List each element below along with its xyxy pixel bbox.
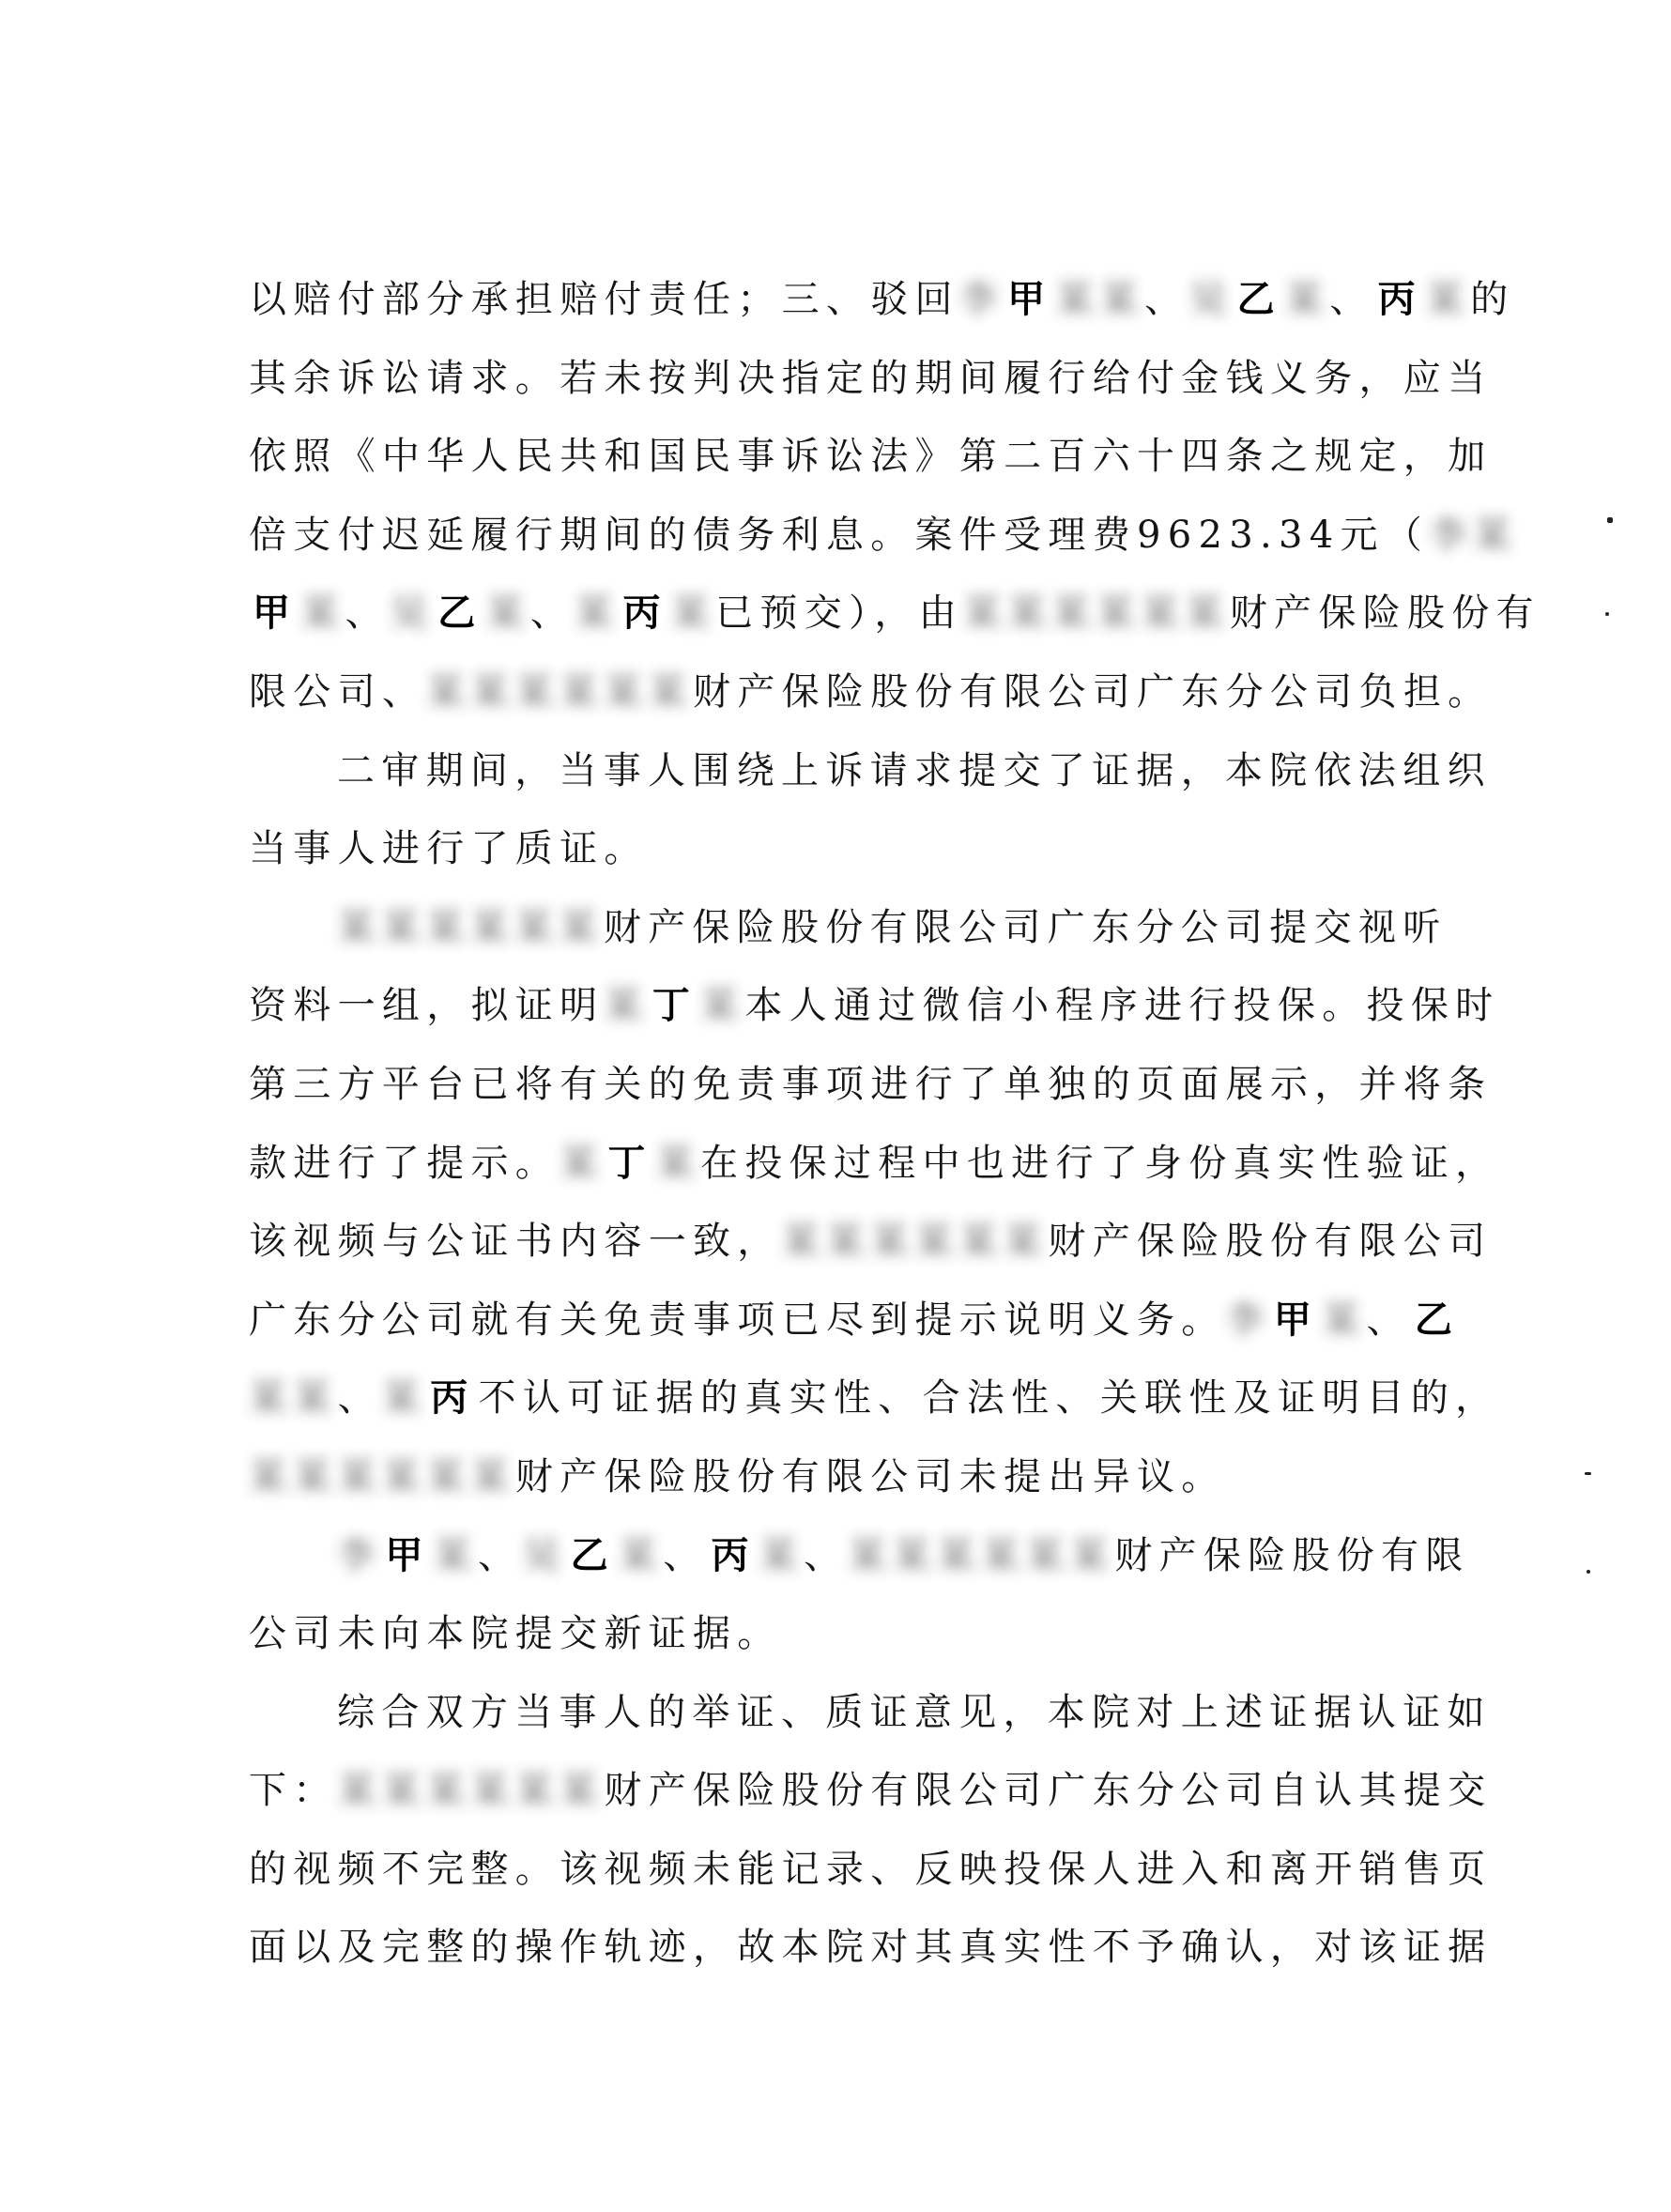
text-segment: 二审期间，当事人围绕上诉请求提交了证据，本院依法组织 xyxy=(337,748,1492,792)
party-placeholder: 乙 xyxy=(437,591,483,636)
text-line xyxy=(249,497,1518,576)
redacted-text: 某 xyxy=(618,1533,664,1577)
text-segment: 资料一组，拟证明 xyxy=(249,984,605,1028)
party-placeholder: 乙 xyxy=(1236,278,1281,321)
text-line xyxy=(249,732,1492,811)
text-segment: 面以及完整的操作轨迹，故本院对其真实性不予确认，对该证据 xyxy=(249,1926,1493,1970)
text-segment: 的视频不完整。该视频未能记录、反映投保人进入和离开销售页 xyxy=(249,1847,1493,1891)
party-placeholder: 甲 xyxy=(385,1533,430,1577)
text-segment: 、 xyxy=(1366,1298,1411,1342)
text-segment: 财产保险股份有 xyxy=(1229,591,1541,636)
text-segment: 财产保险股份有限公司 xyxy=(1048,1220,1493,1264)
redacted-text: 某 xyxy=(604,984,649,1028)
text-segment: 、 xyxy=(337,1376,382,1421)
text-segment: 以赔付部分承担赔付责任；三、驳回 xyxy=(249,278,959,321)
redacted-text: 某 xyxy=(1425,278,1471,321)
text-segment: 本人通过微信小程序进行投保。投保时 xyxy=(744,984,1500,1028)
text-line xyxy=(249,1359,1500,1438)
text-segment: 依照《中华人民共和国民事诉讼法》第二百六十四条之规定，加 xyxy=(249,435,1493,479)
text-segment: 财产保险股份有限 xyxy=(1114,1533,1470,1577)
text-segment: 公司未向本院提交新证据。 xyxy=(249,1612,782,1656)
redacted-text: 某 xyxy=(300,591,345,636)
text-segment: 财产保险股份有限公司未提出异议。 xyxy=(514,1454,1226,1498)
text-line xyxy=(249,1752,1493,1831)
redacted-text: 某某某某某某 xyxy=(848,1533,1115,1577)
redacted-text: 某 xyxy=(560,1141,605,1185)
text-segment: 第三方平台已将有关的免责事项进行了单独的页面展示，并将条 xyxy=(249,1062,1493,1106)
party-placeholder: 丙 xyxy=(430,1376,475,1421)
text-line xyxy=(249,1517,1469,1596)
text-segment: 下： xyxy=(249,1769,338,1813)
text-segment: 该视频与公证书内容一致， xyxy=(249,1220,782,1264)
redacted-text: 某 xyxy=(381,1376,427,1421)
text-line xyxy=(249,340,1493,419)
text-line xyxy=(249,1438,1469,1517)
text-segment: 广东分公司就有关免责事项已尽到提示说明义务。 xyxy=(249,1298,1226,1342)
party-placeholder: 丁 xyxy=(652,984,698,1028)
text-segment: 、 xyxy=(1144,278,1189,321)
text-line xyxy=(249,261,1515,340)
text-segment: 、 xyxy=(477,1533,523,1577)
text-segment: 、 xyxy=(1329,278,1374,321)
text-line xyxy=(249,575,1541,653)
redacted-text: 李 xyxy=(337,1533,382,1577)
scan-mark xyxy=(1587,1570,1590,1574)
text-segment: 不认可证据的真实性、合法性、关联性及证明目的， xyxy=(478,1376,1500,1421)
text-line xyxy=(249,967,1500,1046)
redacted-text: 某某某某某某 xyxy=(337,905,604,949)
text-segment: 当事人进行了质证。 xyxy=(249,827,649,871)
redacted-text: 某某某某某某 xyxy=(337,1769,605,1813)
party-placeholder: 丙 xyxy=(1377,278,1422,321)
text-segment: 、 xyxy=(804,1533,849,1577)
text-segment: 已预交），由 xyxy=(715,591,963,636)
redacted-text: 某 xyxy=(575,591,620,636)
party-placeholder: 甲 xyxy=(1007,278,1052,321)
text-line xyxy=(249,418,1493,497)
scan-mark xyxy=(1605,612,1609,616)
text-line xyxy=(249,889,1469,968)
party-placeholder: 丁 xyxy=(607,1141,652,1185)
redacted-text: 某 xyxy=(485,591,530,636)
redacted-text: 某 xyxy=(1284,278,1330,321)
text-line xyxy=(249,653,1493,732)
text-line xyxy=(249,1203,1493,1282)
text-segment: 的 xyxy=(1470,278,1515,321)
party-placeholder: 丙 xyxy=(622,591,667,636)
party-placeholder: 丙 xyxy=(711,1533,756,1577)
scan-mark xyxy=(1607,517,1613,523)
document-body xyxy=(249,261,1541,1988)
text-segment: 、 xyxy=(663,1533,708,1577)
redacted-text: 某 xyxy=(670,591,716,636)
redacted-text: 某 xyxy=(433,1533,478,1577)
text-segment: 财产保险股份有限公司广东分公司负担。 xyxy=(693,669,1493,714)
text-line xyxy=(249,810,1469,889)
text-line xyxy=(249,1674,1492,1753)
text-segment: 在投保过程中也进行了身份真实性验证， xyxy=(700,1141,1500,1185)
text-line xyxy=(249,1595,1469,1674)
redacted-text: 某 xyxy=(1322,1298,1367,1342)
redacted-text: 某某某某某某 xyxy=(962,591,1230,636)
text-line xyxy=(249,1831,1493,1910)
party-placeholder: 乙 xyxy=(1414,1298,1460,1342)
text-segment: 财产保险股份有限公司广东分公司自认其提交 xyxy=(604,1769,1493,1813)
redacted-text: 吴 xyxy=(1188,278,1234,321)
party-placeholder: 乙 xyxy=(570,1533,615,1577)
text-segment: 财产保险股份有限公司广东分公司提交视听 xyxy=(603,905,1448,949)
redacted-text: 吴 xyxy=(389,591,435,636)
text-segment: 、 xyxy=(529,591,575,636)
redacted-text: 李 xyxy=(958,278,1004,321)
party-placeholder: 甲 xyxy=(253,591,298,636)
party-placeholder: 甲 xyxy=(1273,1298,1319,1342)
text-line xyxy=(249,1046,1493,1125)
redacted-text: 吴 xyxy=(522,1533,567,1577)
redacted-text: 某 xyxy=(655,1141,701,1185)
text-segment: 综合双方当事人的举证、质证意见，本院对上述证据认证如 xyxy=(337,1690,1492,1734)
text-line xyxy=(249,1282,1469,1360)
redacted-text: 某 xyxy=(700,984,745,1028)
redacted-text: 李 xyxy=(1225,1298,1270,1342)
redacted-text: 李某 xyxy=(1429,513,1518,557)
text-segment: 倍支付迟延履行期间的债务利息。案件受理费9623.34元（ xyxy=(249,513,1430,557)
redacted-text: 某某某某某某 xyxy=(781,1220,1049,1264)
text-segment: 、 xyxy=(345,591,390,636)
redacted-text: 某某 xyxy=(249,1376,338,1421)
text-segment: 款进行了提示。 xyxy=(249,1141,560,1185)
redacted-text: 某某 xyxy=(1055,278,1145,321)
redacted-text: 某某某某某某 xyxy=(249,1454,515,1498)
redacted-text: 某 xyxy=(759,1533,805,1577)
redacted-text: 某某某某某某 xyxy=(426,669,694,714)
scan-mark xyxy=(1585,1472,1591,1475)
text-line xyxy=(249,1125,1500,1204)
text-segment: 其余诉讼请求。若未按判决指定的期间履行给付金钱义务，应当 xyxy=(249,356,1493,400)
text-segment: 限公司、 xyxy=(249,669,427,714)
text-line xyxy=(249,1909,1493,1988)
